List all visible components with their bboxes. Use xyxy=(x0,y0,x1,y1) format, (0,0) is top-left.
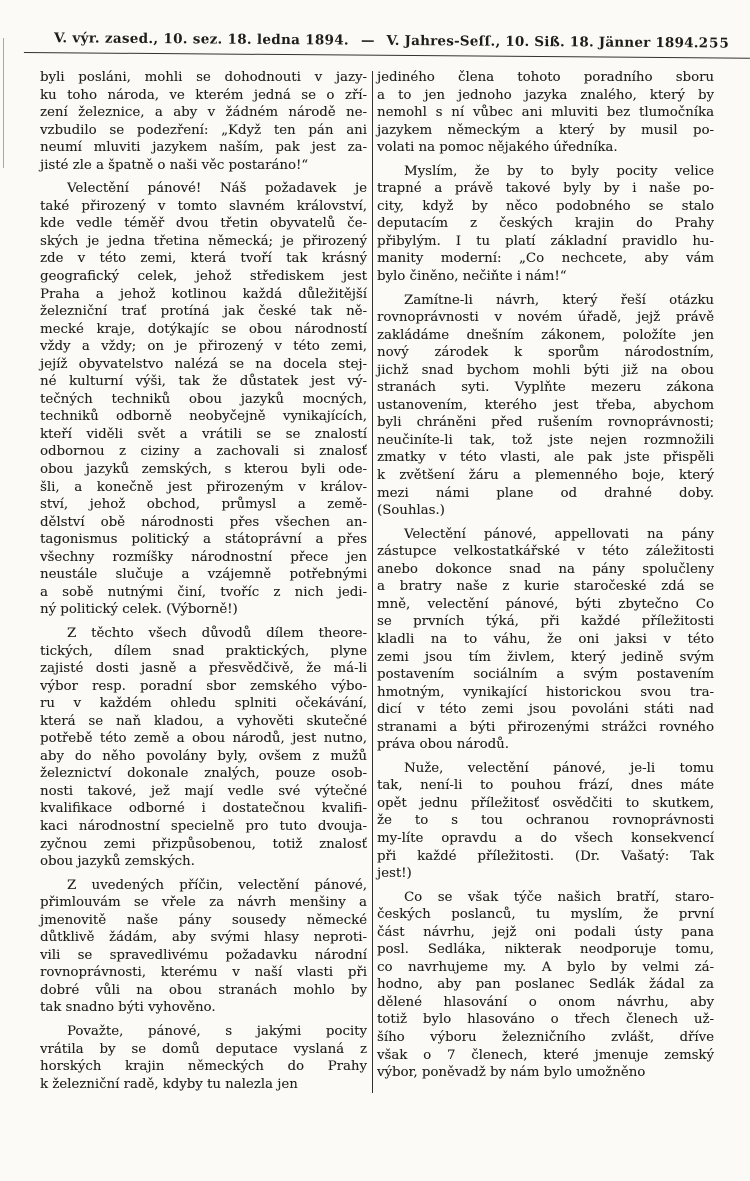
text-line: jejíž obyvatelstvo nalézá se na docela stej- xyxy=(40,356,367,372)
text-line: se prvních týká, při každé příležitosti xyxy=(377,614,714,630)
text-line: stranami a býti přirozenými strážci rovného xyxy=(377,719,714,735)
text-line: volati na pomoc nějakého úředníka. xyxy=(377,140,618,156)
text-line: železniční trať protíná jak české tak ně- xyxy=(40,304,367,320)
text-line: jisté zle a špatně o naši věc postaráno!“ xyxy=(40,157,309,173)
text-line: část návrhu, jejž oni podali ústy pana xyxy=(377,924,714,940)
text-line: a sobě nutnými činí, tvoříc z nich jedi- xyxy=(40,584,367,600)
text-line: Velectění pánové! Náš požadavek je xyxy=(67,181,367,197)
text-line: a to jen jednoho jazyka znalého, který by xyxy=(377,87,714,103)
text-line: tických, dílem snad praktických, plyne xyxy=(40,643,367,659)
text-line: city, když by něco podobného se stalo xyxy=(377,198,714,214)
text-line: ru v každém ohledu splniti očekávání, xyxy=(40,696,367,712)
text-line: rovnoprávnosti, kterému v naší vlasti při xyxy=(40,965,367,981)
text-line: ských je jedna třetina německá; je přirozený xyxy=(40,233,367,249)
text-line: byli posláni, mohli se dohodnouti v jazy- xyxy=(40,70,367,85)
text-line: opět jednu příležitosť osvědčiti to skutkem, xyxy=(377,795,714,811)
text-line: jediného člena tohoto poradního sboru xyxy=(377,70,714,85)
text-line: Považte, pánové, s jakými pocity xyxy=(67,1023,367,1039)
text-line: geografický celek, jehož střediskem jest xyxy=(40,269,367,285)
paragraph xyxy=(40,69,367,174)
column-left xyxy=(40,69,367,1093)
text-line: železnictví dokonale znalých, pouze osob- xyxy=(40,766,367,782)
text-line: dobré vůli na obou stranách mohlo by xyxy=(40,982,367,998)
text-line: přibylým. I tu platí základní pravidlo hu- xyxy=(377,233,714,249)
text-line: výbor resp. poradní sbor zemského výbo- xyxy=(40,678,367,694)
text-line: tečných techniků obou jazyků mocných, xyxy=(40,391,367,407)
text-line: jest!) xyxy=(377,866,412,882)
paragraph xyxy=(377,889,714,1082)
text-line: dělství obě národnosti přes všechen an- xyxy=(40,514,367,530)
paragraph xyxy=(377,760,714,883)
text-line: jmenovitě naše pány sousedy německé xyxy=(40,912,367,928)
text-line: aby do něho povolány byly, ovšem z mužů xyxy=(40,748,367,764)
text-line: že to s tou ochranou rovnoprávnosti xyxy=(377,813,714,829)
paragraph xyxy=(40,180,367,619)
paragraph xyxy=(377,163,714,286)
text-line: odbornou z ciziny a zachovali si znalosť xyxy=(40,444,367,460)
text-line: kvalifikace odborné i dostatečnou kvalifi- xyxy=(40,801,367,817)
paragraph xyxy=(377,69,714,157)
text-line: kladli na to váhu, že oni jaksi v této xyxy=(377,631,714,647)
text-line: Co se však týče našich bratří, staro- xyxy=(404,889,714,905)
paragraph xyxy=(377,292,714,520)
text-line: bylo činěno, nečiňte i nám!“ xyxy=(377,269,567,285)
text-line: Z těchto všech důvodů dílem theore- xyxy=(67,625,367,641)
column-divider-rule xyxy=(372,71,373,1093)
text-line: vrátila by se domů deputace vyslaná z xyxy=(40,1041,367,1057)
text-line: co navrhujeme my. A bylo by velmi zá- xyxy=(377,959,714,975)
text-line: vždy a vždy; on je přirozený v této zemi, xyxy=(40,339,367,355)
paragraph xyxy=(40,625,367,871)
text-line: zajisté dosti jasně a přesvědčivě, že má-li xyxy=(40,661,367,677)
text-line: (Souhlas.) xyxy=(377,503,445,519)
text-line: dicí v této zemi jsou povoláni státi nad xyxy=(377,702,714,718)
text-line: zení železnice, a aby v žádném národě ne- xyxy=(40,105,367,121)
text-line: tak snadno býti vyhověno. xyxy=(40,1000,216,1016)
text-line: která se naň kladou, a vyhověti skutečné xyxy=(40,713,367,729)
text-line: potřebě této země a obou národů, jest nutno, xyxy=(40,731,367,747)
text-line: mezi námi plane od drahné doby. xyxy=(377,485,714,501)
text-line: Praha a jehož kotlinou každá důležitější xyxy=(40,286,367,302)
text-line: obou jazyků zemských, s kterou byli ode- xyxy=(40,462,367,478)
text-line: práva obou národů. xyxy=(377,737,509,753)
paragraph xyxy=(40,1023,367,1093)
text-line: zde v této zemi, která tvoří tak krásný xyxy=(40,251,367,267)
text-line: Z uvedených příčin, velectění pánové, xyxy=(67,877,367,893)
column-right xyxy=(377,69,714,1093)
text-line: anebo dokonce snad na pány spolučleny xyxy=(377,561,714,577)
text-line: totiž bylo hlasováno o třech členech už- xyxy=(377,1012,714,1028)
text-line: nový zárodek k sporům národostním, xyxy=(377,345,714,361)
text-line: Zamítne-li návrh, který řeší otázku xyxy=(404,292,714,308)
text-line: hodno, aby pan poslanec Sedlák žádal za xyxy=(377,977,714,993)
text-line: jichž snad bychom mohli býti již na obou xyxy=(377,362,714,378)
text-line: tak, není-li to pouhou frází, dnes máte xyxy=(377,778,714,794)
text-line: nosti takové, jež mají vedle své výtečné xyxy=(40,783,367,799)
text-line: obou jazyků zemských. xyxy=(40,854,195,870)
text-line: ustanovením, kterého jest třeba, abychom xyxy=(377,397,714,413)
text-line: Velectění pánové, appellovati na pány xyxy=(404,526,714,542)
text-line: českých poslanců, tu myslím, že první xyxy=(377,907,714,923)
paragraph xyxy=(40,877,367,1017)
text-line: posl. Sedláka, nikterak neodporuje tomu, xyxy=(377,942,714,958)
text-line: ství, jehož obchod, průmysl a země- xyxy=(40,497,367,513)
text-line: manity moderní: „Co nechcete, aby vám xyxy=(377,251,714,267)
text-line: k zvětšení žáru a plemenného boje, který xyxy=(377,468,714,484)
text-line: Nuže, velectění pánové, je-li tomu xyxy=(404,760,714,776)
text-line: né kulturní výši, tak že důstatek jest vý- xyxy=(40,374,367,390)
text-line: postavením sociálním a svým postavením xyxy=(377,667,714,683)
text-line: k železniční radě, kdyby tu nalezla jen xyxy=(40,1076,298,1092)
text-line: mecké kraje, dotýkajíc se obou národností xyxy=(40,321,367,337)
text-line: výbor, poněvadž by nám bylo umožněno xyxy=(377,1065,646,1081)
text-line: stranách syti. Vyplňte mezeru zákona xyxy=(377,380,714,396)
text-line: zakládáme dnešním zákonem, položíte jen xyxy=(377,327,714,343)
text-line: šli, a konečně jest přirozeným v králov- xyxy=(40,479,367,495)
text-line: nemohl s ní vůbec ani mluviti bez tlumočníka xyxy=(377,105,714,121)
document-page xyxy=(0,30,750,1181)
text-line: zástupce velkostatkářské v této záležitosti xyxy=(377,544,714,560)
text-line: kde vedle téměř dvou třetin obyvatelů če- xyxy=(40,216,367,232)
text-line: neumí mluviti jazykem naším, pak jest za- xyxy=(40,140,367,156)
text-line: deputacím z českých krajin do Prahy xyxy=(377,216,714,232)
text-line: zyčnou zemi přizpůsobenou, totiž znalosť xyxy=(40,836,367,852)
text-line: kteří viděli svět a vrátili se se znalostí xyxy=(40,426,367,442)
text-line: kaci národnostní specielně pro tuto dvouja- xyxy=(40,818,367,834)
text-line: my-líte opravdu a do všech konsekvencí xyxy=(377,830,714,846)
text-line: jazykem německým a který by musil po- xyxy=(377,122,714,138)
text-line: Myslím, že by to byly pocity velice xyxy=(404,163,714,179)
text-line: důtklivě žádám, aby svými hlasy neproti- xyxy=(40,930,367,946)
text-line: a bratry naše z kurie staročeské zdá se xyxy=(377,579,714,595)
text-body xyxy=(0,53,750,1093)
text-line: neustále slučuje a vzájemně potřebnými xyxy=(40,567,367,583)
text-line: vzbudilo se podezření: „Když ten pán ani xyxy=(40,122,367,138)
text-line: dělené hlasování o onom návrhu, aby xyxy=(377,994,714,1010)
text-line: ku toho národa, ve kterém jedná se o zří- xyxy=(40,87,367,103)
paragraph xyxy=(377,526,714,754)
text-line: přimlouvám se vřele za návrh menšiny a xyxy=(40,895,367,911)
text-line: však o 7 členech, které jmenuje zemský xyxy=(377,1047,714,1063)
text-line: horských krajin německých do Prahy xyxy=(40,1059,367,1075)
text-line: zmatky v této vlasti, ale pak jste přispěli xyxy=(377,450,714,466)
page-number: 255 xyxy=(698,35,730,52)
text-line: byli chráněni před rušením rovnoprávnosti; xyxy=(377,415,714,431)
header-czech-session-date: V. výr. zased., 10. sez. 18. ledna 1894. xyxy=(53,30,350,49)
text-line: hmotným, vynikající historickou svou tra- xyxy=(377,684,714,700)
text-line: ný politický celek. (Výborně!) xyxy=(40,602,238,618)
header-separator-dash: — xyxy=(360,32,375,49)
text-line: techniků odborně neobyčejně vynikajících, xyxy=(40,409,367,425)
text-line: mně, velectění pánové, býti zbytečno Co xyxy=(377,596,714,612)
scan-edge-artifact xyxy=(3,38,4,168)
text-line: rovnoprávnosti v novém úřadě, jejž právě xyxy=(377,310,714,326)
text-line: vili se spravedlivému požadavku národní xyxy=(40,947,367,963)
text-line: tagonismus politický a státoprávní a přes xyxy=(40,532,367,548)
text-line: trapné a právě takové byly by i naše po- xyxy=(377,181,714,197)
text-line: neučiníte-li tak, tož jste nejen rozmnožili xyxy=(377,432,714,448)
text-line: šího výboru železničního zvlášt, dříve xyxy=(377,1029,714,1045)
text-line: všechny rozmíšky národnostní přece jen xyxy=(40,549,367,565)
text-line: zemi jsou tím živlem, který jedině svým xyxy=(377,649,714,665)
text-line: při každé příležitosti. (Dr. Vašatý: Tak xyxy=(377,848,714,864)
header-german-session-date: V. Jahres-Seſſ., 10. Siß. 18. Jänner 1894. xyxy=(386,32,699,52)
text-line: také přirozený v tomto slavném království, xyxy=(40,198,367,214)
